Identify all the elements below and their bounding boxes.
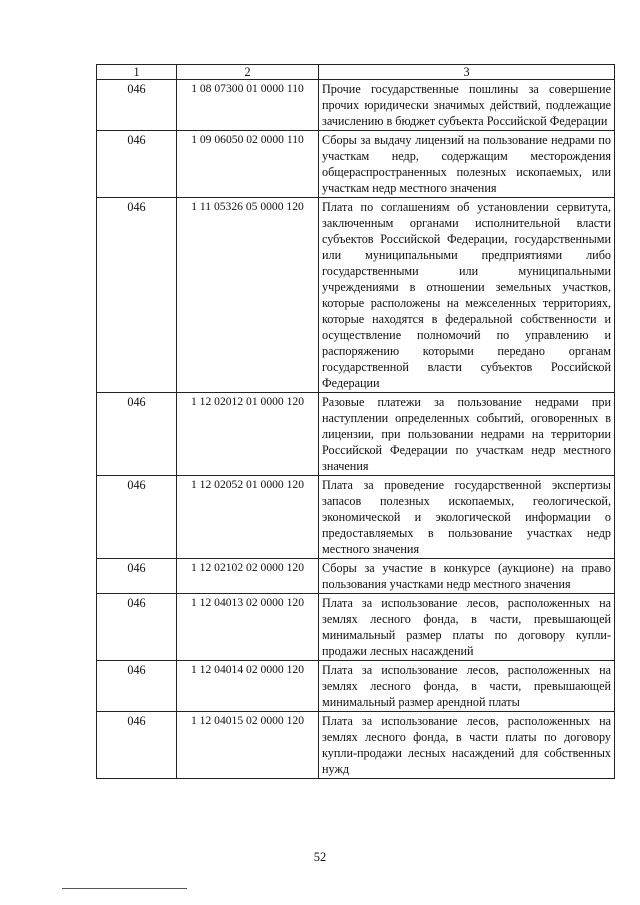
footnote-divider [62, 888, 187, 889]
admin-code-cell: 046 [97, 712, 177, 779]
table-row [97, 559, 615, 594]
admin-code-cell: 046 [97, 393, 177, 476]
table-row [97, 131, 615, 198]
description-cell: Прочие государственные пошлины за совершение прочих юридически значимых действий, подлежащие зачислению в бюджет субъекта Российской Федерации [319, 80, 615, 131]
table-row [97, 80, 615, 131]
page-number: 52 [313, 850, 327, 864]
revenue-code-cell: 1 12 02102 02 0000 120 [177, 559, 319, 594]
revenue-code-cell: 1 12 02052 01 0000 120 [177, 476, 319, 559]
revenue-code-cell: 1 12 02012 01 0000 120 [177, 393, 319, 476]
admin-code-cell: 046 [97, 198, 177, 393]
column-header-2: 2 [177, 65, 319, 80]
table-header-row [97, 65, 615, 80]
description-cell: Разовые платежи за пользование недрами при наступлении определенных событий, оговоренных в лицензии, при пользовании недрами на территории Российской Федерации по участкам недр местного значения [319, 393, 615, 476]
table-row [97, 198, 615, 393]
description-cell: Сборы за участие в конкурсе (аукционе) на право пользования участками недр местного значения [319, 559, 615, 594]
revenue-code-cell: 1 12 04013 02 0000 120 [177, 594, 319, 661]
revenue-code-cell: 1 12 04014 02 0000 120 [177, 661, 319, 712]
revenue-code-cell: 1 11 05326 05 0000 120 [177, 198, 319, 393]
revenue-code-cell: 1 09 06050 02 0000 110 [177, 131, 319, 198]
description-cell: Плата за использование лесов, расположенных на землях лесного фонда, в части платы по договору купли-продажи лесных насаждений для собственных нужд [319, 712, 615, 779]
admin-code-cell: 046 [97, 661, 177, 712]
admin-code-cell: 046 [97, 559, 177, 594]
column-header-1: 1 [97, 65, 177, 80]
column-header-3: 3 [319, 65, 615, 80]
admin-code-cell: 046 [97, 80, 177, 131]
table-row [97, 476, 615, 559]
admin-code-cell: 046 [97, 131, 177, 198]
admin-code-cell: 046 [97, 476, 177, 559]
table-row [97, 712, 615, 779]
revenue-code-cell: 1 12 04015 02 0000 120 [177, 712, 319, 779]
revenue-code-cell: 1 08 07300 01 0000 110 [177, 80, 319, 131]
document-page [96, 64, 614, 779]
description-cell: Плата по соглашениям об установлении сервитута, заключенным органами исполнительной власти субъектов Российской Федерации, государственными или муниципальными предприятиями либо государственными или муниципальными учреждениями в отношении земельных участков, которые расположены на межселенных территориях, которые находятся в федеральной собственности и осуществление полномочий по управлению и распоряжению которыми передано органам государственной власти субъектов Российской Федерации [319, 198, 615, 393]
description-cell: Сборы за выдачу лицензий на пользование недрами по участкам недр, содержащим месторождения общераспространенных полезных ископаемых, или участкам недр местного значения [319, 131, 615, 198]
budget-codes-table [96, 64, 615, 779]
description-cell: Плата за использование лесов, расположенных на землях лесного фонда, в части, превышающей минимальный размер платы по договору купли-продажи лесных насаждений [319, 594, 615, 661]
description-cell: Плата за использование лесов, расположенных на землях лесного фонда, в части, превышающей минимальный размер арендной платы [319, 661, 615, 712]
description-cell: Плата за проведение государственной экспертизы запасов полезных ископаемых, геологической, экономической и экологической информации о предоставляемых в пользование участках недр местного значения [319, 476, 615, 559]
table-row [97, 661, 615, 712]
table-row [97, 594, 615, 661]
admin-code-cell: 046 [97, 594, 177, 661]
table-row [97, 393, 615, 476]
